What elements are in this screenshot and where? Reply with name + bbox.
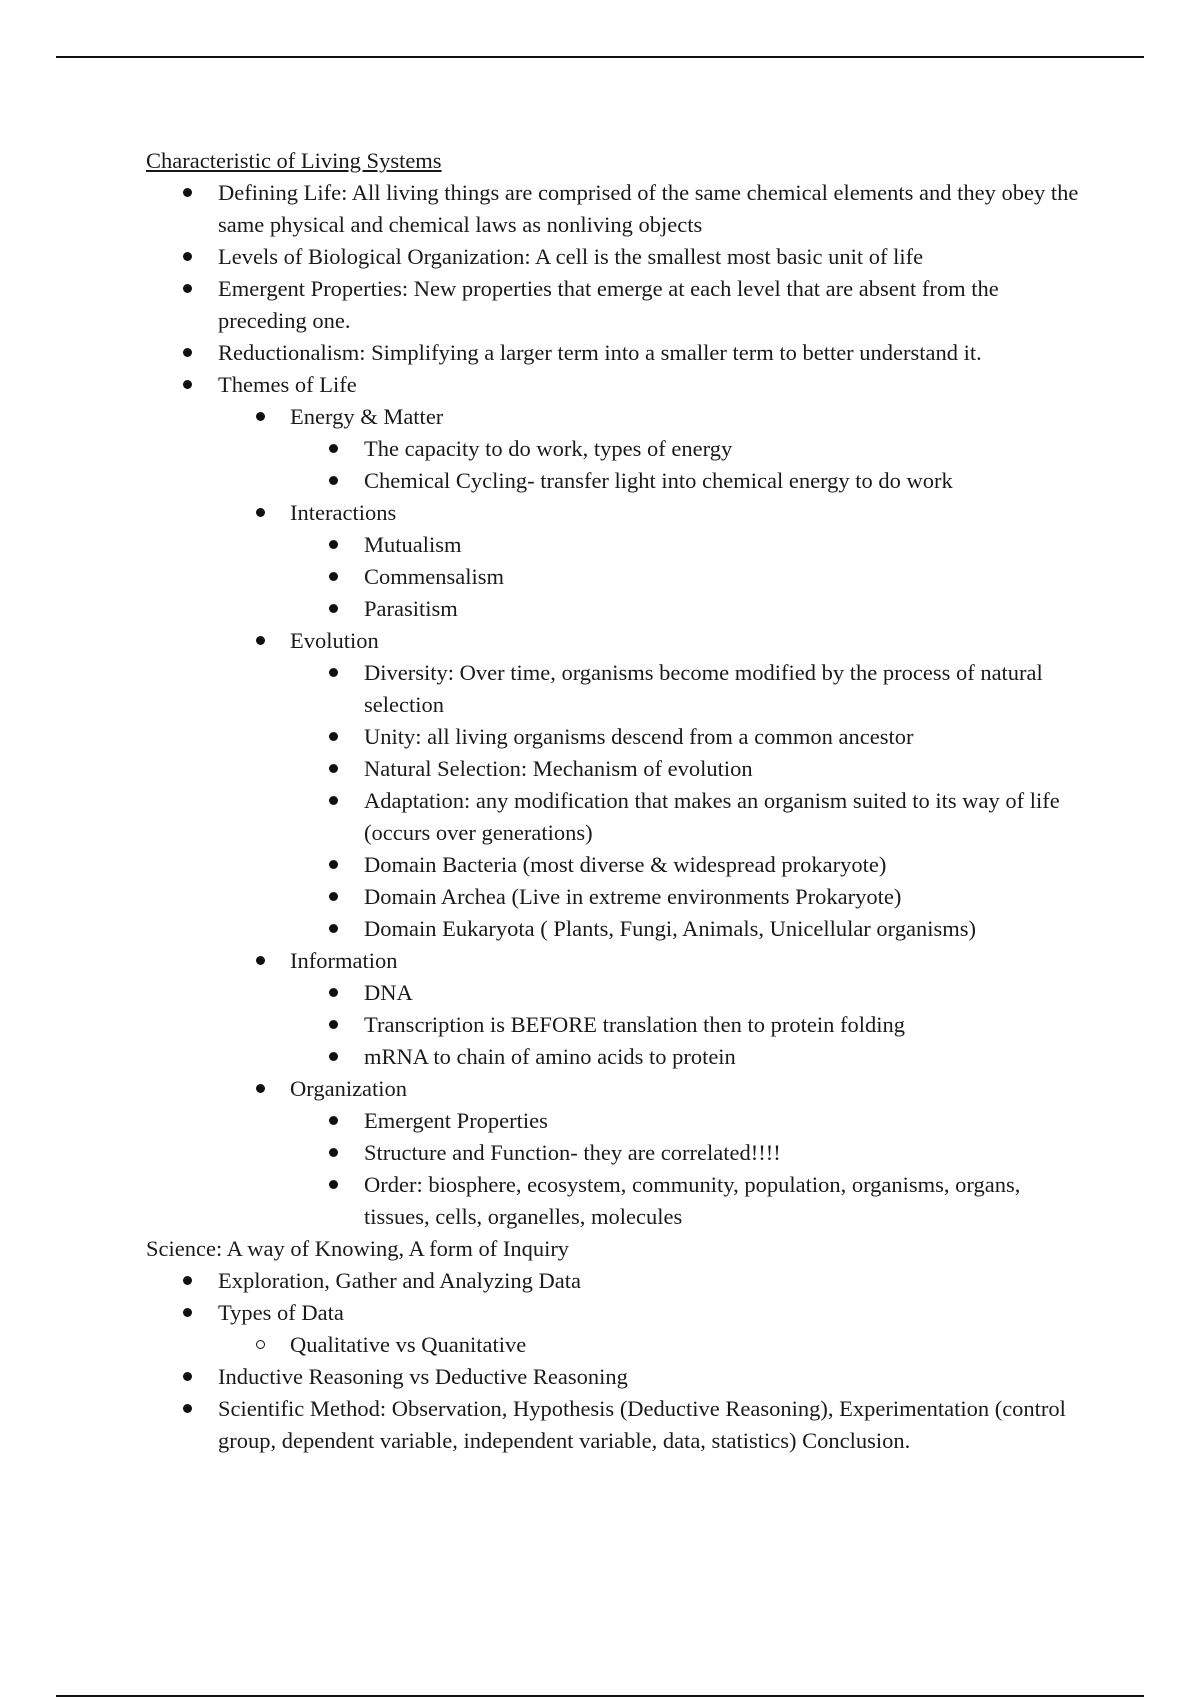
bullet-icon <box>329 860 338 869</box>
bullet-icon <box>183 1372 192 1381</box>
list-item: Natural Selection: Mechanism of evolution <box>146 753 1086 785</box>
bullet-icon <box>329 988 338 997</box>
list-item: Exploration, Gather and Analyzing Data <box>146 1265 1086 1297</box>
bullet-icon <box>183 252 192 261</box>
bullet-icon <box>329 1148 338 1157</box>
bullet-icon <box>183 1276 192 1285</box>
list-item: Order: biosphere, ecosystem, community, population, organisms, organs, tissues, cells, organelles, molecules <box>146 1169 1086 1233</box>
bullet-icon <box>183 188 192 197</box>
bullet-icon <box>183 348 192 357</box>
bullet-icon <box>329 892 338 901</box>
bullet-icon <box>329 668 338 677</box>
bullet-icon <box>256 412 265 421</box>
list-item: Themes of Life <box>146 369 1086 401</box>
bullet-icon <box>329 732 338 741</box>
bullet-icon <box>329 604 338 613</box>
list-item: Emergent Properties <box>146 1105 1086 1137</box>
bullet-icon <box>329 764 338 773</box>
list-item: Domain Archea (Live in extreme environments Prokaryote) <box>146 881 1086 913</box>
list-item: Domain Bacteria (most diverse & widespread prokaryote) <box>146 849 1086 881</box>
bullet-icon <box>329 540 338 549</box>
list-item: Adaptation: any modification that makes an organism suited to its way of life (occurs over generations) <box>146 785 1086 849</box>
bullet-icon <box>329 1116 338 1125</box>
list-item: Inductive Reasoning vs Deductive Reasoning <box>146 1361 1086 1393</box>
theme-energy: Energy & Matter <box>146 401 1086 433</box>
bullet-icon <box>329 1020 338 1029</box>
theme-evolution: Evolution <box>146 625 1086 657</box>
bottom-rule <box>56 1695 1144 1697</box>
bullet-icon <box>329 796 338 805</box>
list-item: Qualitative vs Quanitative <box>146 1329 1086 1361</box>
list-item: Transcription is BEFORE translation then to protein folding <box>146 1009 1086 1041</box>
list-item: Structure and Function- they are correlated!!!! <box>146 1137 1086 1169</box>
list-item: Mutualism <box>146 529 1086 561</box>
list-item: Diversity: Over time, organisms become modified by the process of natural selection <box>146 657 1086 721</box>
bullet-icon <box>329 1052 338 1061</box>
bullet-icon <box>329 444 338 453</box>
theme-interactions: Interactions <box>146 497 1086 529</box>
list-item: Types of Data <box>146 1297 1086 1329</box>
section-heading-science: Science: A way of Knowing, A form of Inquiry <box>146 1236 570 1261</box>
list-item: Domain Eukaryota ( Plants, Fungi, Animals, Unicellular organisms) <box>146 913 1086 945</box>
bullet-icon <box>329 476 338 485</box>
bullet-icon <box>256 636 265 645</box>
bullet-icon <box>183 284 192 293</box>
document-body <box>146 145 1086 1457</box>
list-item: Levels of Biological Organization: A cell is the smallest most basic unit of life <box>146 241 1086 273</box>
theme-information: Information <box>146 945 1086 977</box>
bullet-icon <box>256 508 265 517</box>
bullet-icon <box>256 1084 265 1093</box>
list-item: mRNA to chain of amino acids to protein <box>146 1041 1086 1073</box>
list-item: Emergent Properties: New properties that emerge at each level that are absent from the preceding one. <box>146 273 1086 337</box>
list-item: DNA <box>146 977 1086 1009</box>
list-item: Scientific Method: Observation, Hypothesis (Deductive Reasoning), Experimentation (control group, dependent variable, independent variable, data, statistics) Conclusion. <box>146 1393 1086 1457</box>
bullet-icon <box>183 1308 192 1317</box>
bullet-icon <box>329 1180 338 1189</box>
list-item: Reductionalism: Simplifying a larger term into a smaller term to better understand it. <box>146 337 1086 369</box>
hollow-bullet-icon <box>256 1340 265 1349</box>
bullet-icon <box>183 1404 192 1413</box>
list-item: Chemical Cycling- transfer light into chemical energy to do work <box>146 465 1086 497</box>
bullet-icon <box>256 956 265 965</box>
bullet-icon <box>183 380 192 389</box>
theme-organization: Organization <box>146 1073 1086 1105</box>
list-item: The capacity to do work, types of energy <box>146 433 1086 465</box>
list-item: Commensalism <box>146 561 1086 593</box>
list-item: Unity: all living organisms descend from a common ancestor <box>146 721 1086 753</box>
list-item: Parasitism <box>146 593 1086 625</box>
bullet-icon <box>329 924 338 933</box>
list-item: Defining Life: All living things are comprised of the same chemical elements and they obey the same physical and chemical laws as nonliving objects <box>146 177 1086 241</box>
top-rule <box>56 56 1144 58</box>
section-heading-living-systems: Characteristic of Living Systems <box>146 148 442 173</box>
bullet-icon <box>329 572 338 581</box>
